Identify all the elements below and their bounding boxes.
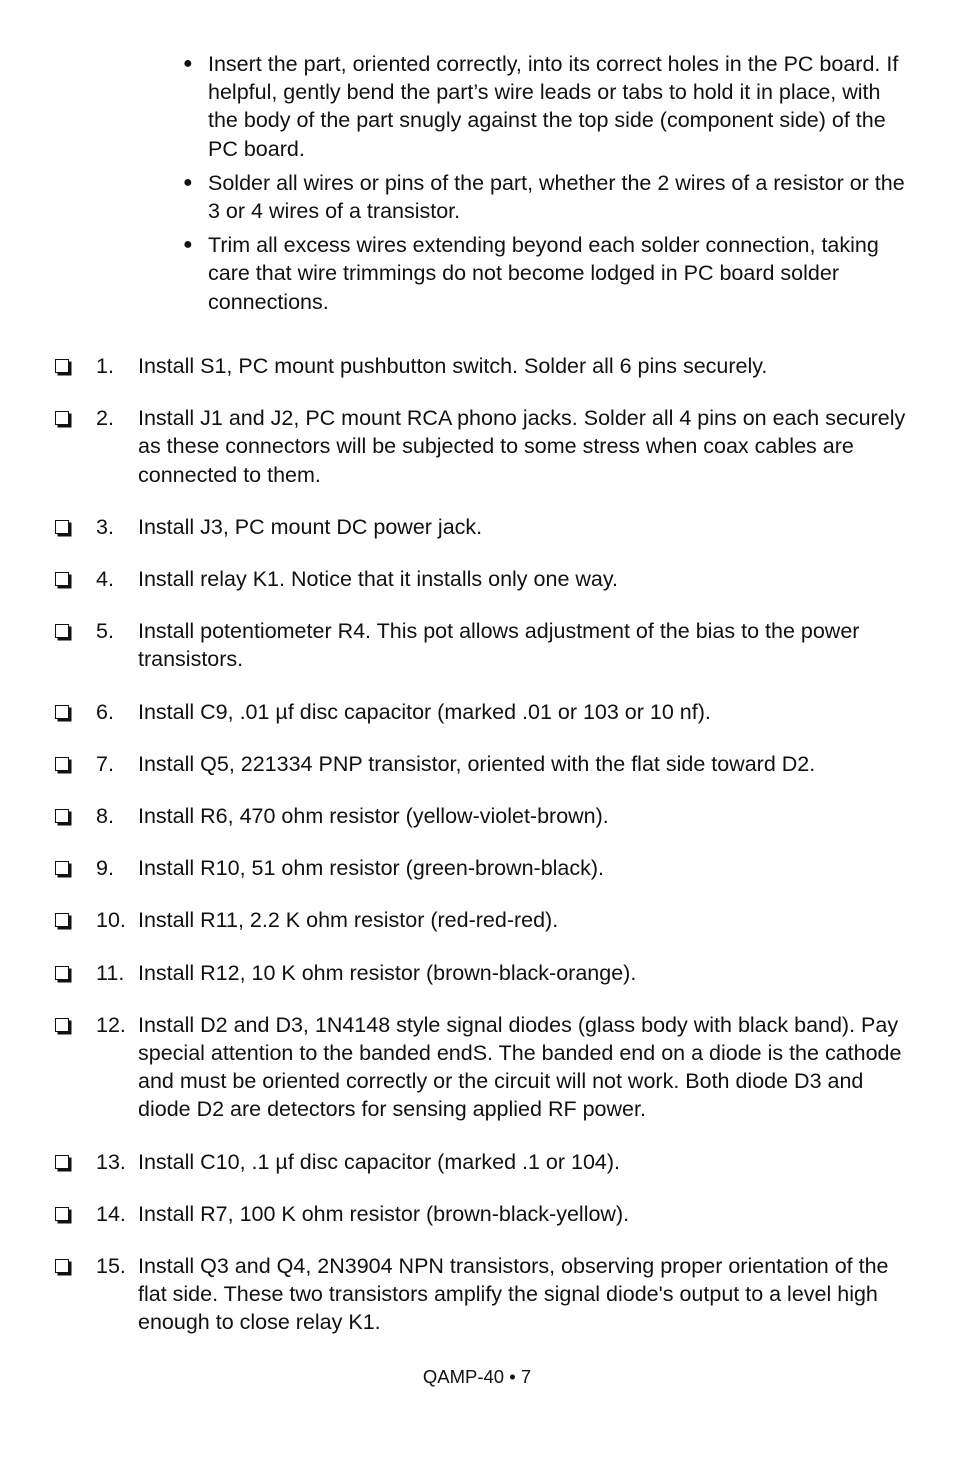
step-item	[50, 617, 920, 673]
checkbox[interactable]	[55, 861, 69, 875]
checkbox[interactable]	[55, 520, 69, 534]
step-item	[50, 698, 920, 726]
step-text: Install J1 and J2, PC mount RCA phono jacks. Solder all 4 pins on each securely as these connectors will be subjected to some stress when coax cables are connected to them.	[138, 406, 906, 487]
checkbox[interactable]	[55, 572, 69, 586]
checkbox[interactable]	[55, 705, 69, 719]
step-number: 1.	[96, 354, 114, 378]
step-text: Install R7, 100 K ohm resistor (brown-black-yellow).	[138, 1201, 630, 1226]
step-number: 15.	[96, 1254, 126, 1279]
step-number: 5.	[96, 619, 114, 644]
step-text: Install R6, 470 ohm resistor (yellow-violet-brown).	[138, 804, 609, 829]
step-text: Install Q3 and Q4, 2N3904 NPN transistors, observing proper orientation of the flat side. These two transistors amplify the signal diode's output to a level high enough to close relay K1.	[138, 1254, 889, 1335]
step-number: 9.	[96, 856, 114, 881]
step-number: 14.	[96, 1201, 126, 1226]
step-item	[50, 802, 920, 830]
step-item	[50, 1011, 920, 1124]
checkbox[interactable]	[55, 1259, 69, 1273]
checkbox[interactable]	[55, 913, 69, 927]
step-text: Install relay K1. Notice that it installs only one way.	[138, 567, 618, 592]
bullet-icon: ●	[183, 55, 193, 72]
checkbox[interactable]	[55, 624, 69, 638]
step-text: Install R10, 51 ohm resistor (green-brown-black).	[138, 856, 605, 881]
step-number: 13.	[96, 1149, 126, 1174]
bullet-text: Insert the part, oriented correctly, into its correct holes in the PC board. If helpful, gently bend the part’s wire leads or tabs to hold it in place, with the body of the part snugly against the top side (component side) of the PC board.	[208, 52, 899, 161]
step-item	[50, 1148, 920, 1176]
step-text: Install potentiometer R4. This pot allows adjustment of the bias to the power transistors.	[138, 619, 860, 672]
step-item	[50, 1252, 920, 1337]
step-item	[50, 352, 920, 380]
step-number: 6.	[96, 699, 114, 724]
checkbox[interactable]	[55, 809, 69, 823]
checkbox[interactable]	[55, 1018, 69, 1032]
checkbox[interactable]	[55, 757, 69, 771]
step-text: Install D2 and D3, 1N4148 style signal diodes (glass body with black band). Pay special attention to the banded endS. The banded end on a diode is the cathode and must be oriented correctly or the circuit will not work. Both diode D3 and diode D2 are detectors for sensing applied RF power.	[138, 1012, 902, 1122]
step-text: Install S1, PC mount pushbutton switch. Solder all 6 pins securely.	[138, 354, 768, 378]
step-number: 3.	[96, 514, 114, 539]
step-number: 7.	[96, 751, 114, 776]
step-item	[50, 404, 920, 489]
step-number: 10.	[96, 908, 126, 933]
bullet-item	[183, 231, 913, 316]
bullet-icon: ●	[183, 173, 193, 191]
step-text: Install J3, PC mount DC power jack.	[138, 514, 483, 539]
step-text: Install C10, .1 µf disc capacitor (marked .1 or 104).	[138, 1149, 621, 1174]
step-item	[50, 959, 920, 987]
step-text: Install Q5, 221334 PNP transistor, oriented with the flat side toward D2.	[138, 751, 816, 776]
step-list	[50, 352, 920, 1361]
step-item	[50, 513, 920, 541]
checkbox[interactable]	[55, 359, 69, 373]
bullet-text: Trim all excess wires extending beyond each solder connection, taking care that wire trimmings do not become lodged in PC board solder connections.	[208, 233, 879, 314]
bullet-item	[183, 169, 913, 225]
step-text: Install R11, 2.2 K ohm resistor (red-red-red).	[138, 908, 559, 933]
checkbox[interactable]	[55, 1155, 69, 1169]
step-number: 2.	[96, 406, 114, 431]
checkbox[interactable]	[55, 966, 69, 980]
checkbox[interactable]	[55, 411, 69, 425]
step-item	[50, 854, 920, 882]
step-item	[50, 1200, 920, 1228]
step-number: 4.	[96, 567, 114, 592]
step-item	[50, 906, 920, 934]
step-number: 8.	[96, 804, 114, 829]
step-text: Install C9, .01 µf disc capacitor (marked .01 or 103 or 10 nf).	[138, 699, 711, 724]
step-number: 12.	[96, 1012, 126, 1037]
bullet-list	[183, 50, 913, 322]
step-text: Install R12, 10 K ohm resistor (brown-black-orange).	[138, 960, 637, 985]
bullet-icon: ●	[183, 236, 193, 254]
step-item	[50, 565, 920, 593]
checkbox[interactable]	[55, 1207, 69, 1221]
bullet-item	[183, 50, 913, 163]
page-footer: QAMP-40 • 7	[422, 1366, 532, 1387]
step-item	[50, 750, 920, 778]
step-number: 11.	[96, 960, 125, 985]
bullet-text: Solder all wires or pins of the part, whether the 2 wires of a resistor or the 3 or 4 wires of a transistor.	[208, 170, 905, 224]
